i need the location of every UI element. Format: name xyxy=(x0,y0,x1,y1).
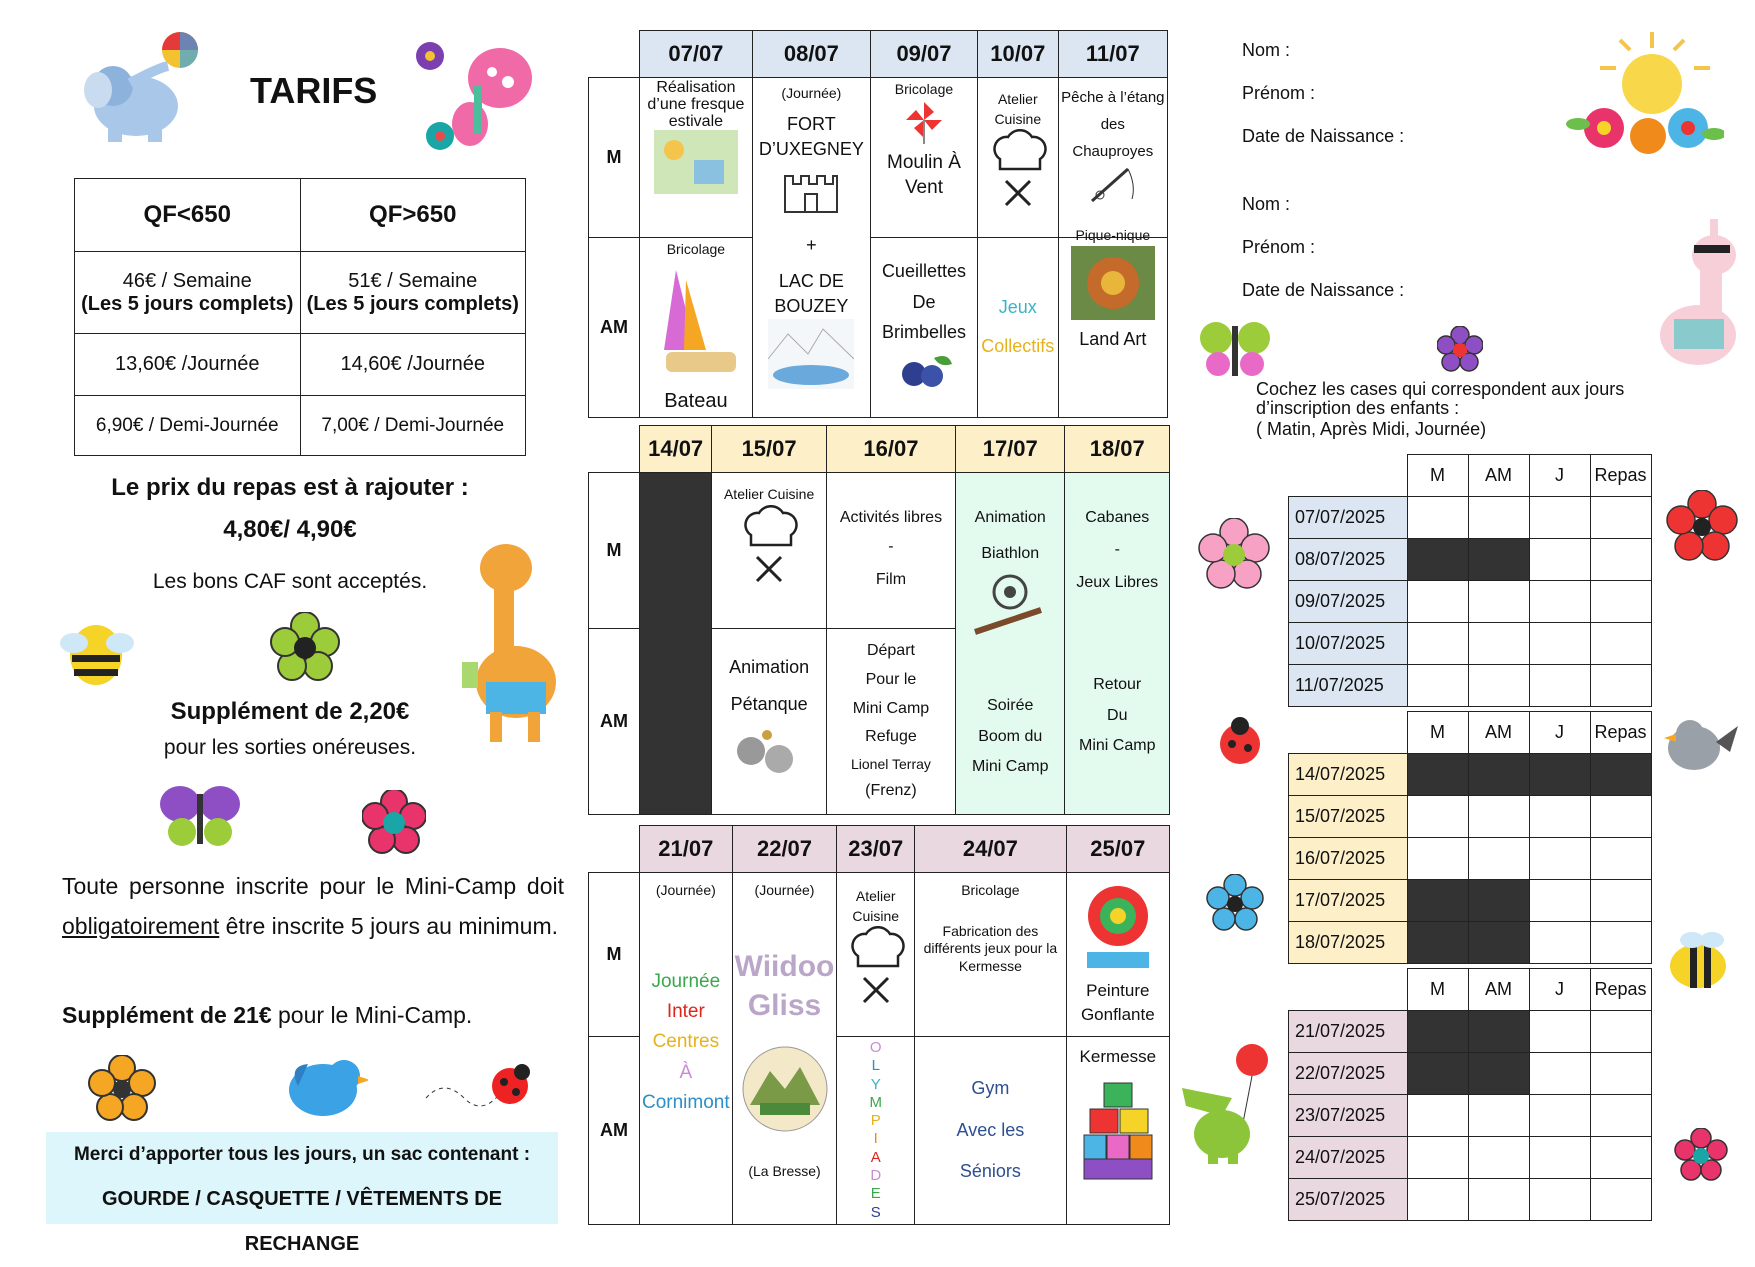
supplement-minicamp: Supplément de 21€ pour le Mini-Camp. xyxy=(62,1002,473,1028)
activity-cell: Animation Pétanque xyxy=(712,629,827,815)
inscription-week-3 xyxy=(1288,968,1652,1221)
petanque-image xyxy=(727,717,811,781)
activity-cell-gym: Gym Avec les Séniors xyxy=(915,1037,1066,1225)
boat-image xyxy=(656,260,736,380)
disabled-cell xyxy=(1468,539,1529,581)
checkbox-cell[interactable] xyxy=(1590,922,1651,964)
blueberry-icon xyxy=(894,348,954,392)
activity-cell-fort: (Journée) FORT D’UXEGNEY + LAC DE BOUZEY xyxy=(752,78,870,418)
activity-cell-olympiades: O L Y M P I A D E S xyxy=(837,1037,915,1225)
prenom-label-2: Prénom : xyxy=(1242,237,1316,257)
date-header: 16/07 xyxy=(826,426,955,473)
planning-week-1 xyxy=(588,30,1168,418)
tarif-header-qf-low: QF<650 xyxy=(75,179,301,252)
checkbox-cell[interactable] xyxy=(1407,497,1468,539)
flower-icon xyxy=(1674,1128,1728,1187)
checkbox-cell[interactable] xyxy=(1590,497,1651,539)
checkbox-cell[interactable] xyxy=(1468,1137,1529,1179)
date-cell: 14/07/2025 xyxy=(1289,754,1408,796)
col-am: AM xyxy=(1468,455,1529,497)
flower-icon xyxy=(1437,326,1483,377)
date-header: 11/07 xyxy=(1058,31,1167,78)
disabled-cell xyxy=(1529,754,1590,796)
tarif-cell: 6,90€ / Demi-Journée xyxy=(75,396,301,456)
disabled-cell xyxy=(1468,922,1529,964)
checkbox-cell[interactable] xyxy=(1529,1095,1590,1137)
activity-cell-biathlon: Animation Biathlon Soirée Boom du Mini Camp xyxy=(955,473,1065,815)
bee-icon xyxy=(56,605,136,700)
checkbox-cell[interactable] xyxy=(1468,665,1529,707)
date-header: 25/07 xyxy=(1066,826,1169,873)
chef-hat-icon xyxy=(737,505,801,585)
instructions-legend: ( Matin, Après Midi, Journée) xyxy=(1256,419,1487,439)
col-m: M xyxy=(1407,455,1468,497)
checkbox-cell[interactable] xyxy=(1590,838,1651,880)
date-header: 17/07 xyxy=(955,426,1065,473)
bird-icon xyxy=(278,1046,368,1131)
checkbox-cell[interactable] xyxy=(1407,1179,1468,1221)
date-header: 23/07 xyxy=(837,826,915,873)
sun-icon xyxy=(1564,28,1724,163)
date-cell: 08/07/2025 xyxy=(1289,539,1408,581)
lake-image xyxy=(768,319,854,389)
activity-cell: Bricolage Fabrication des différents jeux pour la Kermesse xyxy=(915,873,1066,1037)
activity-cell-cabanes: Cabanes - Jeux Libres Retour Du Mini Camp xyxy=(1065,473,1170,815)
nom-label-1: Nom : xyxy=(1242,40,1291,60)
checkbox-cell[interactable] xyxy=(1590,796,1651,838)
date-header: 24/07 xyxy=(915,826,1066,873)
activity-cell-jeux: Jeux Collectifs xyxy=(977,238,1058,418)
activity-cell: Bricolage Bateau xyxy=(640,238,753,418)
date-header: 21/07 xyxy=(640,826,733,873)
checkbox-cell[interactable] xyxy=(1407,581,1468,623)
bring-notice: Merci d’apporter tous les jours, un sac contenant : GOURDE / CASQUETTE / VÊTEMENTS DE RECHANGE xyxy=(46,1132,558,1224)
inscription-week-2 xyxy=(1288,711,1652,964)
disabled-cell xyxy=(1407,1011,1468,1053)
activity-cell: Atelier Cuisine xyxy=(837,873,915,1037)
row-label-m: M xyxy=(589,873,640,1037)
elephant-icon xyxy=(68,28,218,153)
disabled-cell xyxy=(1468,1053,1529,1095)
checkbox-cell[interactable] xyxy=(1529,880,1590,922)
ddn-label-1: Date de Naissance : xyxy=(1242,126,1405,146)
checkbox-cell[interactable] xyxy=(1529,1137,1590,1179)
paint-image xyxy=(1083,882,1153,972)
checkbox-cell[interactable] xyxy=(1529,922,1590,964)
checkbox-cell[interactable] xyxy=(1468,838,1529,880)
flower-icon xyxy=(1198,518,1270,595)
checkbox-cell[interactable] xyxy=(1590,1095,1651,1137)
repas-title: Le prix du repas est à rajouter : xyxy=(111,474,469,501)
checkbox-cell[interactable] xyxy=(1590,623,1651,665)
date-cell: 16/07/2025 xyxy=(1289,838,1408,880)
fresco-image xyxy=(654,130,738,194)
tarif-cell: 13,60€ /Journée xyxy=(75,334,301,396)
activity-cell: Pêche à l’étang des Chauproyes xyxy=(1058,78,1167,238)
date-header: 22/07 xyxy=(732,826,837,873)
date-cell: 22/07/2025 xyxy=(1289,1053,1408,1095)
checkbox-cell[interactable] xyxy=(1590,1137,1651,1179)
activity-cell: Cueillettes De Brimbelles xyxy=(870,238,977,418)
date-cell: 24/07/2025 xyxy=(1289,1137,1408,1179)
checkbox-cell[interactable] xyxy=(1529,1011,1590,1053)
llama-icon xyxy=(1654,215,1744,385)
flower-icon xyxy=(270,612,340,687)
landart-image xyxy=(1071,246,1155,320)
disabled-cell xyxy=(1407,1053,1468,1095)
activity-cell: Peinture Gonflante xyxy=(1066,873,1169,1037)
checkbox-cell[interactable] xyxy=(1590,1179,1651,1221)
bee-icon xyxy=(1662,928,1736,1001)
checkbox-cell[interactable] xyxy=(1407,1095,1468,1137)
chef-hat-icon xyxy=(986,129,1050,209)
activity-cell-wiidoo: (Journée) Wiidoo Gliss (La Bresse) xyxy=(732,873,837,1225)
disabled-cell xyxy=(1590,754,1651,796)
planning-week-2 xyxy=(588,425,1170,815)
date-cell: 07/07/2025 xyxy=(1289,497,1408,539)
date-cell: 23/07/2025 xyxy=(1289,1095,1408,1137)
col-am: AM xyxy=(1468,712,1529,754)
repas-price: 4,80€/ 4,90€ xyxy=(223,516,357,543)
prenom-label-1: Prénom : xyxy=(1242,83,1316,103)
checkbox-cell[interactable] xyxy=(1529,1179,1590,1221)
chef-hat-icon xyxy=(844,926,908,1006)
checkbox-cell[interactable] xyxy=(1468,1179,1529,1221)
disabled-cell xyxy=(1407,880,1468,922)
col-m: M xyxy=(1407,712,1468,754)
activity-cell: Réalisation d’une fresque estivale xyxy=(640,78,753,238)
col-am: AM xyxy=(1468,969,1529,1011)
date-header: 08/07 xyxy=(752,31,870,78)
checkbox-cell[interactable] xyxy=(1529,497,1590,539)
row-label-am: AM xyxy=(589,238,640,418)
checkbox-cell[interactable] xyxy=(1590,539,1651,581)
date-cell: 18/07/2025 xyxy=(1289,922,1408,964)
checkbox-cell[interactable] xyxy=(1590,665,1651,707)
supplement-sorties-text: pour les sorties onéreuses. xyxy=(163,736,417,759)
inscription-week-1 xyxy=(1288,454,1652,707)
checkbox-cell[interactable] xyxy=(1407,1137,1468,1179)
date-cell: 17/07/2025 xyxy=(1289,880,1408,922)
date-header: 07/07 xyxy=(640,31,753,78)
date-cell: 11/07/2025 xyxy=(1289,665,1408,707)
col-m: M xyxy=(1407,969,1468,1011)
biathlon-image xyxy=(967,566,1053,646)
caf-note: Les bons CAF sont acceptés. xyxy=(152,570,428,593)
checkbox-cell[interactable] xyxy=(1529,539,1590,581)
activity-cell-inter-centres: (Journée) Journée Inter Centres À Cornimont xyxy=(640,873,733,1225)
cans-image xyxy=(1082,1077,1154,1181)
tarif-cell: 14,60€ /Journée xyxy=(300,334,526,396)
supplement-sorties: Supplément de 2,20€ xyxy=(170,698,410,725)
ladybug-icon xyxy=(1212,716,1268,773)
checkbox-cell[interactable] xyxy=(1407,796,1468,838)
activity-cell: Bricolage Moulin À Vent xyxy=(870,78,977,238)
tarif-cell: 7,00€ / Demi-Journée xyxy=(300,396,526,456)
activity-cell: Atelier Cuisine xyxy=(977,78,1058,238)
flower-icon xyxy=(1666,490,1738,567)
disabled-cell xyxy=(1407,922,1468,964)
row-label-am: AM xyxy=(589,1037,640,1225)
checkbox-cell[interactable] xyxy=(1590,1011,1651,1053)
activity-cell-minicamp: Départ Pour le Mini Camp Refuge Lionel Terray (Frenz) xyxy=(826,629,955,815)
checkbox-cell[interactable] xyxy=(1468,796,1529,838)
bird-icon xyxy=(1660,712,1740,787)
crocodile-icon xyxy=(1172,1038,1282,1173)
checkbox-cell[interactable] xyxy=(1407,623,1468,665)
disabled-cell xyxy=(1407,539,1468,581)
row-label-m: M xyxy=(589,473,640,629)
checkbox-cell[interactable] xyxy=(1529,838,1590,880)
disabled-cell xyxy=(1468,754,1529,796)
planning-week-3 xyxy=(588,825,1170,1225)
checkbox-cell[interactable] xyxy=(1529,1053,1590,1095)
date-cell: 10/07/2025 xyxy=(1289,623,1408,665)
flower-icon xyxy=(362,790,426,859)
date-cell: 25/07/2025 xyxy=(1289,1179,1408,1221)
fishing-icon xyxy=(1088,165,1138,205)
butterfly-icon xyxy=(160,780,240,855)
flower-icon xyxy=(88,1055,156,1128)
checkbox-cell[interactable] xyxy=(1468,623,1529,665)
activity-cell: Activités libres - Film xyxy=(826,473,955,629)
activity-cell: Atelier Cuisine xyxy=(712,473,827,629)
date-header: 09/07 xyxy=(870,31,977,78)
tarif-header-qf-high: QF>650 xyxy=(300,179,526,252)
flower-icon xyxy=(1206,874,1264,937)
checkbox-cell[interactable] xyxy=(1529,665,1590,707)
disabled-cell xyxy=(1468,880,1529,922)
butterfly-icon xyxy=(1200,318,1270,385)
page-title: TARIFS xyxy=(250,70,378,111)
castle-icon xyxy=(779,162,843,216)
tarif-cell: 46€ / Semaine (Les 5 jours complets) xyxy=(75,252,301,334)
date-cell: 15/07/2025 xyxy=(1289,796,1408,838)
row-label-m: M xyxy=(589,78,640,238)
activity-cell-kermesse: Kermesse xyxy=(1066,1037,1169,1225)
col-repas: Repas xyxy=(1590,455,1651,497)
checkbox-cell[interactable] xyxy=(1590,581,1651,623)
tarifs-table xyxy=(74,178,526,456)
checkbox-cell[interactable] xyxy=(1468,1095,1529,1137)
checkbox-cell[interactable] xyxy=(1407,838,1468,880)
date-header: 14/07 xyxy=(640,426,712,473)
row-label-am: AM xyxy=(589,629,640,815)
date-cell: 09/07/2025 xyxy=(1289,581,1408,623)
col-repas: Repas xyxy=(1590,969,1651,1011)
checkbox-cell[interactable] xyxy=(1529,623,1590,665)
date-header: 18/07 xyxy=(1065,426,1170,473)
checkbox-cell[interactable] xyxy=(1590,1053,1651,1095)
col-j: J xyxy=(1529,455,1590,497)
pinwheel-icon xyxy=(904,100,944,144)
ladybug-icon xyxy=(424,1058,534,1123)
date-header: 15/07 xyxy=(712,426,827,473)
col-j: J xyxy=(1529,969,1590,1011)
activity-cell: Pique-nique Land Art xyxy=(1058,238,1167,418)
date-header: 10/07 xyxy=(977,31,1058,78)
disabled-cell xyxy=(1407,754,1468,796)
checkbox-cell[interactable] xyxy=(1468,581,1529,623)
ddn-label-2: Date de Naissance : xyxy=(1242,280,1405,300)
checkbox-cell[interactable] xyxy=(1529,581,1590,623)
disabled-cell xyxy=(1468,1011,1529,1053)
checkbox-cell[interactable] xyxy=(1468,497,1529,539)
wiidoo-logo xyxy=(740,1041,830,1137)
col-j: J xyxy=(1529,712,1590,754)
minicamp-notice: Toute personne inscrite pour le Mini-Camp doit obligatoirement être inscrite 5 jours au minimum. xyxy=(62,873,564,939)
checkbox-cell[interactable] xyxy=(1529,796,1590,838)
closed-day xyxy=(640,473,712,815)
tarif-cell: 51€ / Semaine (Les 5 jours complets) xyxy=(300,252,526,334)
checkbox-cell[interactable] xyxy=(1407,665,1468,707)
date-cell: 21/07/2025 xyxy=(1289,1011,1408,1053)
checkbox-cell[interactable] xyxy=(1590,880,1651,922)
instructions: Cochez les cases qui correspondent aux jours d’inscription des enfants : xyxy=(1256,379,1625,418)
nom-label-2: Nom : xyxy=(1242,194,1291,214)
butterfly-icon xyxy=(408,36,548,161)
col-repas: Repas xyxy=(1590,712,1651,754)
